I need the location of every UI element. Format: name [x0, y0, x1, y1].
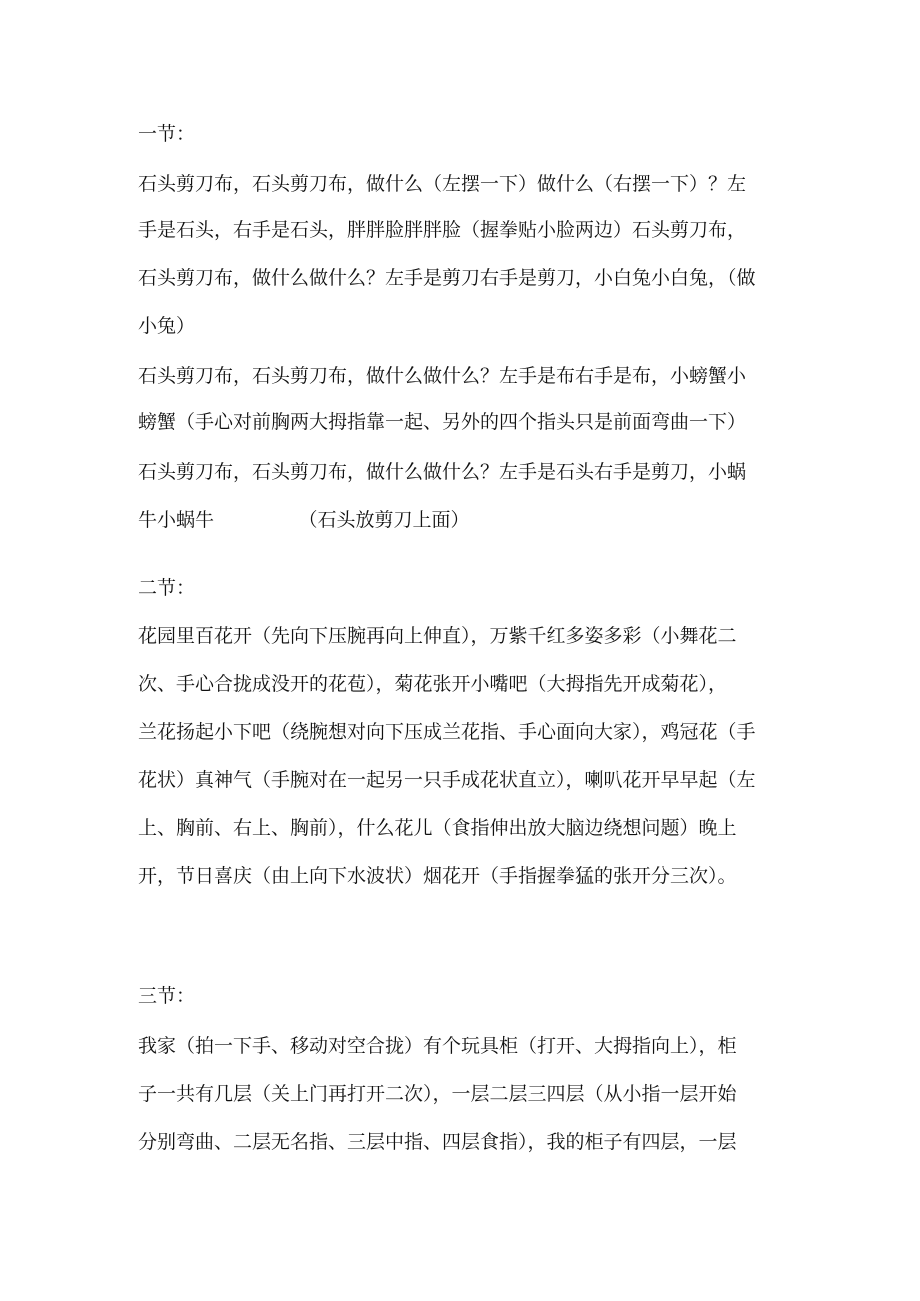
section-1-line-3: 石头剪刀布，做什么做什么？左手是剪刀右手是剪刀，小白兔小白兔，（做 — [138, 267, 756, 289]
section-1-line-4: 小兔） — [138, 315, 196, 337]
section-1-line-1: 石头剪刀布，石头剪刀布，做什么（左摆一下）做什么（右摆一下）？左 — [138, 173, 747, 195]
section-2-line-5: 上、胸前、右上、胸前），什么花儿（食指伸出放大脑边绕想问题）晚上 — [138, 817, 737, 839]
section-2-line-2: 次、手心合拢成没开的花苞），菊花张开小嘴吧（大拇指先开成菊花）， — [138, 673, 728, 695]
section-2-line-1: 花园里百花开（先向下压腕再向上伸直），万紫千红多姿多彩（小舞花二 — [138, 625, 737, 647]
section-1-line-6: 螃蟹（手心对前胸两大拇指靠一起、另外的四个指头只是前面弯曲一下） — [138, 411, 747, 433]
section-3-line-3: 分别弯曲、二层无名指、三层中指、四层食指），我的柜子有四层，一层 — [138, 1131, 737, 1153]
section-1-line-8: 牛小蜗牛 （石头放剪刀上面） — [138, 509, 470, 531]
section-3-heading: 三节： — [138, 985, 196, 1007]
section-2-line-3: 兰花扬起小下吧（绕腕想对向下压成兰花指、手心面向大家），鸡冠花（手 — [138, 721, 756, 743]
section-2-line-4: 花状）真神气（手腕对在一起另一只手成花状直立），喇叭花开早早起（左 — [138, 769, 756, 791]
section-2-heading: 二节： — [138, 577, 196, 599]
section-1-line-5: 石头剪刀布，石头剪刀布，做什么做什么？左手是布右手是布，小螃蟹小 — [138, 365, 747, 387]
section-3-line-2: 子一共有几层（关上门再打开二次），一层二层三四层（从小指一层开始 — [138, 1083, 737, 1105]
section-2-line-6: 开，节日喜庆（由上向下水波状）烟花开（手指握拳猛的张开分三次）。 — [138, 865, 737, 887]
section-3-line-1: 我家（拍一下手、移动对空合拢）有个玩具柜（打开、大拇指向上），柜 — [138, 1035, 737, 1057]
section-1-line-7: 石头剪刀布，石头剪刀布，做什么做什么？左手是石头右手是剪刀，小蜗 — [138, 461, 747, 483]
section-1-heading: 一节： — [138, 123, 196, 145]
section-1-line-2: 手是石头，右手是石头，胖胖脸胖胖脸（握拳贴小脸两边）石头剪刀布， — [138, 219, 747, 241]
